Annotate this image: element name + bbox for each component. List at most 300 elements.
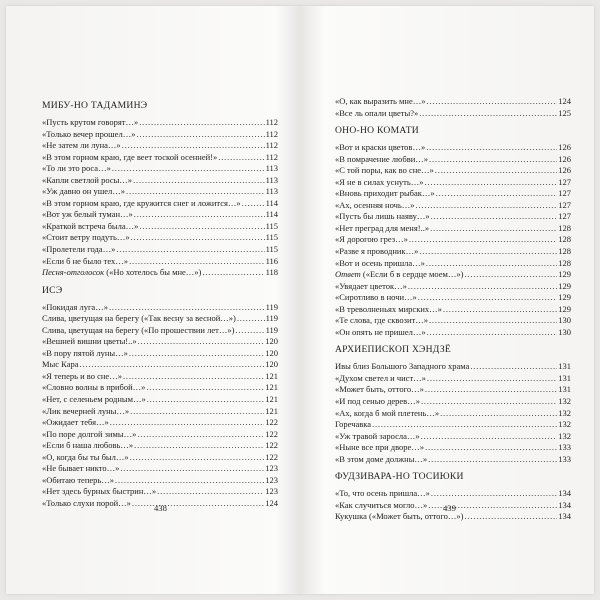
- entry-title: [335, 315, 428, 327]
- entry-page-number: 127: [558, 211, 571, 222]
- entry-title-text: «В этом горном краю, где кружится снег и ложится…»: [42, 197, 241, 208]
- entry-title-text: «Пусть крутом говорят…»: [42, 117, 139, 127]
- entry-title: [42, 417, 109, 429]
- dot-leader: [425, 442, 557, 454]
- entry-title: [42, 152, 217, 164]
- dot-leader: [134, 209, 265, 221]
- toc-entry: [335, 165, 571, 177]
- dot-leader: [426, 142, 557, 154]
- entry-title-text: «Вновь приходит рыбак…»: [335, 188, 435, 199]
- entry-page-number: 132: [558, 407, 571, 418]
- entry-page-number: 113: [265, 186, 278, 197]
- entry-title-text: «Стоит ветру подуть…»: [42, 232, 130, 243]
- entry-title-text: «Только слухи порой…»: [42, 497, 131, 508]
- entry-title-text: «Пролетели года…»: [42, 244, 116, 255]
- entry-page-number: 130: [558, 315, 571, 326]
- toc-section: [42, 285, 278, 510]
- entry-title: [335, 269, 463, 281]
- entry-title-text: «Духом светел и чист…»: [335, 372, 426, 383]
- entry-page-number: 119: [265, 324, 278, 335]
- entry-title-text: «Покидая луга…»: [42, 301, 108, 312]
- dot-leader: [131, 232, 265, 244]
- toc-entry: [42, 267, 278, 279]
- entry-title: [335, 396, 420, 408]
- toc-entry: [42, 336, 278, 348]
- entry-title: [335, 431, 420, 443]
- entry-title: [42, 221, 138, 233]
- book-spread: [6, 6, 594, 594]
- toc-entry: [42, 382, 278, 394]
- dot-leader: [427, 327, 558, 339]
- entry-title: [42, 498, 131, 510]
- entry-title-text: Горечавка: [335, 419, 372, 430]
- entry-title-text: («Если б в сердце моем…»): [360, 269, 464, 280]
- entry-title: [335, 408, 439, 420]
- toc-entry: [335, 223, 571, 235]
- toc-entry: [335, 361, 571, 373]
- entry-title-text: «Лик вечерней луны…»: [42, 405, 130, 416]
- entry-title-text: «Вот и краски цветов…»: [335, 142, 426, 153]
- dot-leader: [80, 359, 265, 371]
- entry-page-number: 122: [265, 417, 278, 428]
- dot-leader: [431, 211, 558, 223]
- entry-title-text: «Ныне все при дворе…»: [335, 442, 425, 453]
- toc-entry: [335, 315, 571, 327]
- entry-title-text: «Нет здесь бурных быстрин…»: [42, 486, 157, 497]
- entry-page-number: 127: [558, 176, 571, 187]
- toc-entry: [42, 463, 278, 475]
- toc-entry: [42, 175, 278, 187]
- entry-page-number: 129: [558, 269, 571, 280]
- entry-title-text: «По поре долгой зимы…»: [42, 428, 137, 439]
- entry-page-number: 121: [265, 382, 278, 393]
- toc-entry: [42, 256, 278, 268]
- toc-section: [42, 100, 278, 279]
- entry-title: [42, 267, 201, 279]
- dot-leader: [122, 140, 265, 152]
- entry-title: [335, 223, 429, 235]
- dot-leader: [237, 313, 265, 325]
- toc-entry: [42, 302, 278, 314]
- entry-title: [42, 198, 241, 210]
- entry-title: [42, 140, 121, 152]
- entry-page-number: 132: [558, 396, 571, 407]
- entry-title: [42, 325, 234, 337]
- toc-entry: [335, 327, 571, 339]
- entry-title: [335, 281, 407, 293]
- toc-entry: [335, 408, 571, 420]
- entry-title: [42, 463, 119, 475]
- toc-entry: [42, 486, 278, 498]
- entry-title-text: «Не бывает никто…»: [42, 463, 120, 474]
- section-heading: ИСЭ: [42, 284, 63, 296]
- dot-leader: [123, 371, 264, 383]
- dot-leader: [372, 419, 557, 431]
- entry-title-text: «И под сенью дерев…»: [335, 396, 420, 407]
- toc-entry: [335, 304, 571, 316]
- entry-title-text: «Обитаю теперь…»: [42, 474, 115, 485]
- toc-entry: [42, 394, 278, 406]
- entry-page-number: 113: [265, 174, 278, 185]
- dot-leader: [110, 417, 264, 429]
- right-page-number: 439: [443, 503, 456, 513]
- entry-page-number: 120: [265, 336, 278, 347]
- toc-entry: [335, 511, 571, 523]
- toc-entry-list: [42, 302, 278, 510]
- toc-entry: [335, 200, 571, 212]
- entry-title: [42, 440, 133, 452]
- toc-entry: [335, 292, 571, 304]
- entry-page-number: 130: [558, 326, 571, 337]
- dot-leader: [136, 129, 264, 141]
- entry-title: [42, 371, 122, 383]
- dot-leader: [431, 488, 557, 500]
- toc-entry: [335, 211, 571, 223]
- entry-title-text: «О, как выразить мне…»: [335, 96, 426, 106]
- entry-title: [42, 486, 156, 498]
- toc-entry: [335, 396, 571, 408]
- entry-title-text: «Уж травой заросла…»: [335, 430, 420, 441]
- toc-entry: [335, 154, 571, 166]
- entry-page-number: 134: [558, 511, 571, 522]
- entry-title-text: «Я теперь и во сне…»: [42, 370, 122, 381]
- dot-leader: [436, 188, 558, 200]
- entry-title-text: «Ах, когда б мой плетень…»: [335, 407, 440, 418]
- toc-entry: [335, 488, 571, 500]
- toc-section: [335, 344, 571, 465]
- dot-leader: [116, 244, 264, 256]
- entry-title: [42, 359, 79, 371]
- toc-entry: [42, 163, 278, 175]
- dot-leader: [218, 152, 264, 164]
- dot-leader: [421, 396, 557, 408]
- entry-title-text: «В пору пятой луны…»: [42, 347, 128, 358]
- entry-title: [335, 373, 426, 385]
- dot-leader: [429, 315, 557, 327]
- entry-title: [42, 129, 135, 141]
- toc-entry: [42, 129, 278, 141]
- entry-page-number: 121: [265, 370, 278, 381]
- entry-title: [335, 200, 415, 212]
- entry-title: [42, 336, 137, 348]
- entry-title-text: «Сиротливо в ночи…»: [335, 292, 417, 303]
- dot-leader: [138, 336, 265, 348]
- entry-title: [335, 454, 427, 466]
- entry-title-text: «В треволненьях мирских…»: [335, 303, 442, 314]
- toc-section: [335, 125, 571, 338]
- dot-leader: [408, 281, 557, 293]
- entry-title: [42, 406, 129, 418]
- entry-page-number: 122: [265, 440, 278, 451]
- toc-entry: [42, 140, 278, 152]
- toc-entry: [335, 281, 571, 293]
- entry-page-number: 124: [265, 497, 278, 508]
- entry-page-number: 123: [265, 463, 278, 474]
- entry-page-number: 126: [558, 142, 571, 153]
- entry-title-text: «Нет, с селеньем родным…»: [42, 394, 146, 405]
- toc-entry: [42, 475, 278, 487]
- entry-title-text: «О, когда бы ты был…»: [42, 451, 129, 462]
- dot-leader: [129, 348, 264, 360]
- entry-title: [335, 292, 417, 304]
- toc-entry: [335, 384, 571, 396]
- entry-page-number: 126: [558, 153, 571, 164]
- toc-entry: [42, 440, 278, 452]
- entry-title-text: «Уж давно он ушел…»: [42, 186, 126, 197]
- dot-leader: [418, 292, 557, 304]
- entry-title: [42, 209, 133, 221]
- entry-page-number: 112: [265, 117, 278, 127]
- entry-title-text: «С той поры, как во сне…»: [335, 165, 434, 176]
- entry-page-number: 129: [558, 292, 571, 303]
- entry-title-text: «То ли это роса…»: [42, 163, 111, 174]
- entry-title-text: «Пусть бы лишь наяву…»: [335, 211, 430, 222]
- entry-title-text: «Краткой встреча была…»: [42, 220, 139, 231]
- entry-title-text: «Вешней вишни цветы!..»: [42, 336, 137, 347]
- entry-title: [42, 382, 145, 394]
- entry-title-text: «Как случиться могло…»: [335, 499, 428, 510]
- toc-entry: [42, 325, 278, 337]
- dot-leader: [130, 452, 265, 464]
- entry-page-number: 126: [558, 165, 571, 176]
- dot-leader: [157, 486, 264, 498]
- toc-entry: [42, 406, 278, 418]
- toc-entry: [42, 452, 278, 464]
- entry-page-number: 127: [558, 188, 571, 199]
- entry-title: [335, 211, 430, 223]
- section-heading: ФУДЗИВАРА-НО ТОСИЮКИ: [335, 471, 464, 483]
- entry-title-text: «Если б наша любовь…»: [42, 440, 134, 451]
- entry-title-text: «Нет преград для меня!..»: [335, 222, 430, 233]
- entry-page-number: 123: [265, 486, 278, 497]
- entry-title-text: «В этом горном краю, где веет тоской осенней!»: [42, 151, 218, 162]
- toc-entry: [42, 232, 278, 244]
- dot-leader: [409, 234, 557, 246]
- entry-genre-label: Песня-отголосок: [42, 267, 105, 278]
- dot-leader: [435, 165, 557, 177]
- entry-title: [42, 232, 130, 244]
- entry-title: [42, 244, 115, 256]
- entry-title-text: «Вот уж белый туман…»: [42, 209, 133, 220]
- dot-leader: [147, 394, 265, 406]
- entry-title: [335, 488, 430, 500]
- entry-page-number: 129: [558, 303, 571, 314]
- toc-section: [335, 96, 571, 119]
- entry-title: [335, 108, 418, 120]
- toc-entry: [42, 313, 278, 325]
- entry-title: [42, 475, 114, 487]
- entry-page-number: 119: [265, 313, 278, 324]
- entry-page-number: 115: [265, 232, 278, 243]
- entry-title-text: («Но хотелось бы мне…»): [104, 267, 202, 278]
- dot-leader: [129, 256, 265, 268]
- entry-page-number: 128: [558, 246, 571, 257]
- toc-entry: [42, 244, 278, 256]
- entry-page-number: 115: [265, 220, 278, 231]
- entry-title-text: «В этом доме должны…»: [335, 453, 428, 464]
- toc-entry: [335, 234, 571, 246]
- dot-leader: [426, 258, 557, 270]
- entry-title-text: «Разве я проводник…»: [335, 246, 419, 257]
- entry-title-text: «Ах, осенняя ночь…»: [335, 199, 415, 210]
- entry-title-text: Слива, цветущая на берегу («По прошествии лет…»): [42, 324, 235, 335]
- dot-leader: [425, 177, 558, 189]
- dot-leader: [242, 198, 265, 210]
- dot-leader: [130, 406, 264, 418]
- entry-page-number: 121: [265, 394, 278, 405]
- entry-page-number: 134: [558, 488, 571, 499]
- dot-leader: [425, 384, 557, 396]
- entry-page-number: 124: [558, 96, 571, 106]
- toc-entry: [335, 258, 571, 270]
- entry-page-number: 114: [265, 197, 278, 208]
- toc-section: [335, 471, 571, 523]
- dot-leader: [126, 186, 265, 198]
- dot-leader: [109, 302, 265, 314]
- toc-entry-list: [42, 117, 278, 279]
- toc-entry-list: [335, 96, 571, 119]
- entry-title-text: «Те слова, где сквозит…»: [335, 315, 428, 326]
- entry-title-text: Слива, цветущая на берегу («Так весну за весной…»): [42, 313, 236, 324]
- entry-page-number: 121: [265, 405, 278, 416]
- entry-title: [335, 500, 427, 512]
- toc-entry: [42, 348, 278, 360]
- entry-title-text: Кукушка («Может быть, оттого…»): [335, 511, 464, 522]
- entry-page-number: 132: [558, 419, 571, 430]
- toc-entry: [335, 96, 571, 108]
- entry-page-number: 131: [558, 384, 571, 395]
- section-heading: МИБУ-НО ТАДАМИНЭ: [42, 100, 148, 111]
- entry-title-text: «Не затем ли луна…»: [42, 140, 121, 151]
- toc-entry: [335, 177, 571, 189]
- dot-leader: [465, 511, 558, 523]
- entry-page-number: 120: [265, 347, 278, 358]
- entry-title-text: «Все ль опали цветы?»: [335, 107, 419, 118]
- entry-title: [42, 313, 236, 325]
- entry-title: [335, 188, 435, 200]
- dot-leader: [120, 463, 264, 475]
- toc-entry: [42, 359, 278, 371]
- entry-title-text: «Может быть, оттого…»: [335, 384, 424, 395]
- entry-title-text: «Он опять не пришел…»: [335, 326, 426, 337]
- dot-leader: [202, 267, 264, 279]
- entry-page-number: 123: [265, 474, 278, 485]
- toc-entry: [335, 142, 571, 154]
- dot-leader: [112, 163, 265, 175]
- dot-leader: [464, 269, 557, 281]
- dot-leader: [443, 304, 557, 316]
- dot-leader: [470, 361, 557, 373]
- entry-genre-label: Ответ: [335, 269, 361, 280]
- toc-entry: [42, 209, 278, 221]
- entry-title: [335, 327, 426, 339]
- toc-entry-list: [335, 142, 571, 338]
- entry-title: [335, 384, 424, 396]
- entry-page-number: 129: [558, 280, 571, 291]
- toc-entry: [42, 198, 278, 210]
- entry-page-number: 116: [265, 255, 278, 266]
- entry-page-number: 127: [558, 199, 571, 210]
- entry-title: [42, 302, 108, 314]
- toc-entry: [335, 431, 571, 443]
- toc-entry: [42, 371, 278, 383]
- entry-title-text: Мыс Кара: [42, 359, 79, 370]
- dot-leader: [427, 96, 558, 108]
- entry-title-text: «В помрачение любви…»: [335, 153, 429, 164]
- dot-leader: [416, 200, 558, 212]
- toc-entry: [335, 188, 571, 200]
- entry-page-number: 114: [265, 209, 278, 220]
- entry-page-number: 133: [558, 442, 571, 453]
- dot-leader: [139, 221, 264, 233]
- toc-entry: [42, 117, 278, 129]
- section-heading: ОНО-НО КОМАТИ: [335, 125, 419, 137]
- entry-title-text: «Если б не было тех…»: [42, 255, 129, 266]
- entry-title: [42, 186, 125, 198]
- toc-entry: [335, 454, 571, 466]
- entry-page-number: 122: [265, 428, 278, 439]
- dot-leader: [139, 117, 264, 129]
- toc-entry: [335, 246, 571, 258]
- entry-page-number: 112: [265, 151, 278, 162]
- entry-title: [335, 142, 425, 154]
- entry-title: [42, 163, 111, 175]
- entry-title: [335, 165, 434, 177]
- entry-page-number: 120: [265, 359, 278, 370]
- entry-title-text: Ивы близ Большого Западного храма: [335, 361, 470, 372]
- toc-entry: [335, 419, 571, 431]
- entry-title: [335, 419, 371, 431]
- entry-title-text: «Ожидает тебя…»: [42, 417, 109, 428]
- entry-title-text: «Я не в силах уснуть…»: [335, 176, 424, 187]
- entry-title: [335, 246, 418, 258]
- entry-title: [335, 234, 408, 246]
- dot-leader: [440, 408, 557, 420]
- entry-page-number: 119: [265, 301, 278, 312]
- entry-page-number: 125: [558, 107, 571, 118]
- dot-leader: [137, 429, 264, 441]
- dot-leader: [133, 175, 265, 187]
- entry-page-number: 122: [265, 451, 278, 462]
- dot-leader: [235, 325, 264, 337]
- entry-title: [42, 175, 132, 187]
- dot-leader: [421, 431, 558, 443]
- toc-entry: [42, 221, 278, 233]
- dot-leader: [134, 440, 264, 452]
- toc-entry: [42, 186, 278, 198]
- entry-title: [335, 442, 424, 454]
- left-page-number: 438: [154, 503, 167, 513]
- entry-title-text: «Я дорогою грез…»: [335, 234, 408, 245]
- entry-page-number: 133: [558, 453, 571, 464]
- dot-leader: [132, 498, 264, 510]
- entry-title: [42, 394, 146, 406]
- entry-title: [335, 304, 442, 316]
- entry-page-number: 128: [558, 222, 571, 233]
- entry-title-text: «Вот и осень пришла…»: [335, 257, 425, 268]
- entry-page-number: 115: [265, 244, 278, 255]
- entry-title: [335, 96, 426, 108]
- left-page: [42, 96, 278, 516]
- entry-page-number: 112: [265, 140, 278, 151]
- entry-title: [335, 511, 464, 523]
- dot-leader: [115, 475, 264, 487]
- toc-entry: [42, 429, 278, 441]
- entry-title: [335, 154, 428, 166]
- dot-leader: [427, 373, 557, 385]
- entry-title: [335, 361, 469, 373]
- toc-entry-list: [335, 361, 571, 465]
